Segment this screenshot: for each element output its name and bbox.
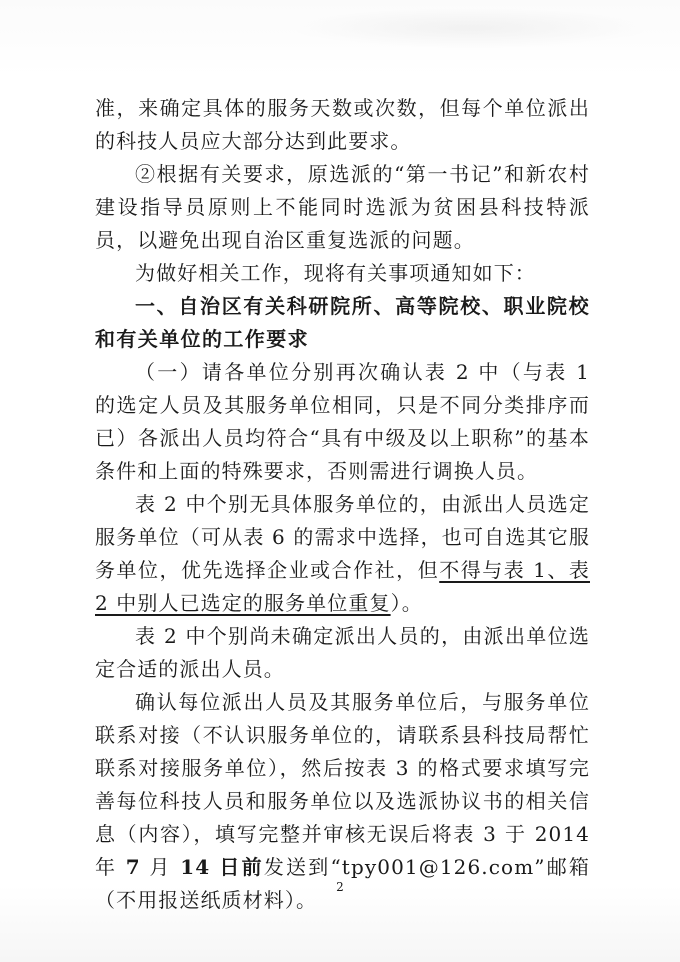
paragraph-notice-intro: 为做好相关工作，现将有关事项通知如下：	[135, 261, 536, 285]
paragraph-continuation: 准，来确定具体的服务天数或次数，但每个单位派出的科技人员应大部分达到此要求。	[95, 96, 590, 153]
paragraph-table2-no-person: 表 2 中个别尚未确定派出人员的，由派出单位选定合适的派出人员。	[95, 624, 590, 681]
underlined-requirement: 不得与表 1、表 2 中别人已选定的服务单位重复	[95, 558, 590, 615]
section-heading-1: 一、自治区有关科研院所、高等院校、职业院校和有关单位的工作要求	[95, 294, 590, 351]
page-number: 2	[336, 880, 344, 894]
deadline-before: 日前	[210, 855, 264, 879]
text-segment: 表 2 中个别无具体服务单位的，由派出人员选定服务单位（可从表 6 的需求中选择，也可自选其它服务单位，优先选择企业或合作社，但	[95, 492, 590, 582]
scan-shadow	[290, 8, 650, 48]
body-text	[95, 92, 590, 917]
deadline-month: 7	[125, 855, 141, 879]
text-segment: 确认每位派出人员及其服务单位后，与服务单位联系对接（不认识服务单位的，请联系县科技局帮忙联系对接服务单位），然后按表 3 的格式要求填写完善每位科技人员和服务单位以及选派协议书的相关信息（内容），填写完整并审核无误后将表 3 于 2014 年	[95, 690, 590, 879]
text-segment: ）。	[390, 591, 423, 615]
paragraph-table2-no-unit	[95, 488, 590, 620]
text-segment: 发送到“tpy001@126.com”邮箱（不用报送纸质材料）。	[95, 855, 591, 912]
text-segment: 月	[140, 855, 181, 879]
paragraph-item-2: ②根据有关要求，原选派的“第一书记”和新农村建设指导员原则上不能同时选派为贫困县科技特派员，以避免出现自治区重复选派的问题。	[95, 162, 590, 252]
deadline-day: 14	[180, 855, 211, 879]
paragraph-subsection-1: （一）请各单位分别再次确认表 2 中（与表 1 的选定人员及其服务单位相同，只是不同分类排序而已）各派出人员均符合“具有中级及以上职称”的基本条件和上面的特殊要求，否则需进行调换人员。	[95, 360, 590, 483]
